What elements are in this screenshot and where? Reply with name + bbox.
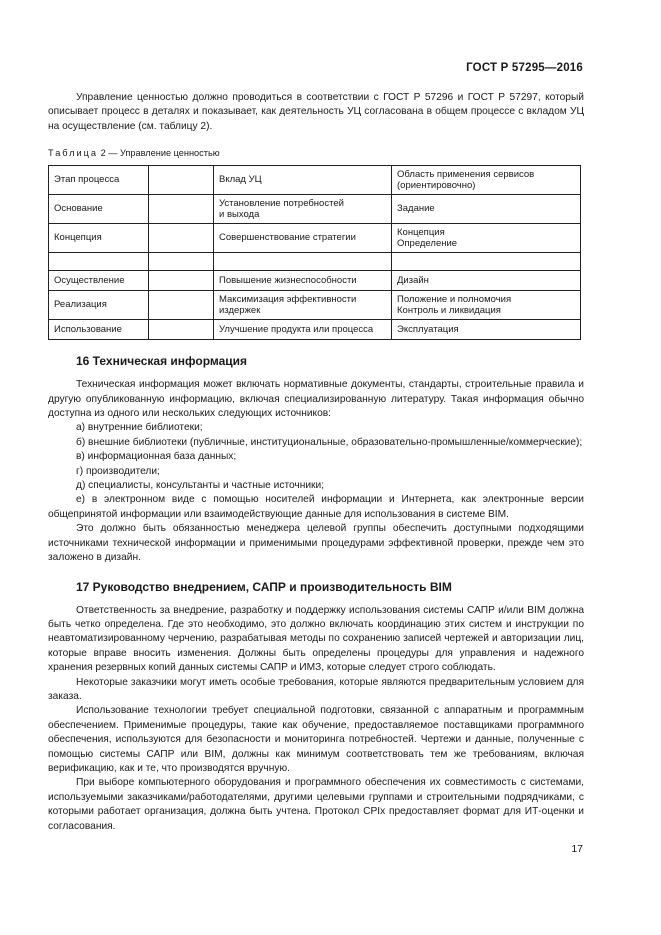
table-cell: Повышение жизнеспособности xyxy=(214,271,392,291)
table-cell: Вклад УЦ xyxy=(214,166,392,195)
table-cell: Осуществление xyxy=(49,271,149,291)
body-paragraph: При выборе компьютерного оборудования и программного обеспечения их совместимость с системами, используемыми заказчиками/работодателями, другими целевыми группами и строительными подрядчиками, с которыми работает организация, должна быть учтена. Протокол CPIx предоставляет формат для ИТ-оценки и согласования. xyxy=(48,777,584,832)
table-cell: Улучшение продукта или процесса xyxy=(214,320,392,340)
body-paragraph: б) внешние библиотеки (публичные, институциональные, образовательно-промышленные/коммерческие); xyxy=(76,436,583,448)
table-cell xyxy=(214,253,392,271)
table-cell: Положение и полномочия Контроль и ликвидация xyxy=(392,291,581,320)
table-row xyxy=(49,271,581,291)
body-paragraph: Использование технологии требует специальной подготовки, связанной с аппаратным и программным обеспечением. Применимые процедуры, такие как обучение, предоставляемое поставщиками программного обеспечения, используются для безопасности и мониторинга потребностей. Чертежи и данные, полученные с помощью системы САПР или BIM, должны как минимум соответствовать тем же требованиям, включая верификацию, как и те, что производятся вручную. xyxy=(48,705,584,774)
section-16-title: 16 Техническая информация xyxy=(76,354,248,369)
table-cell xyxy=(149,224,214,253)
page-content xyxy=(48,91,584,834)
table-cell: Основание xyxy=(49,195,149,224)
table-cell xyxy=(49,253,149,271)
table-cell xyxy=(149,291,214,320)
section-17-title: 17 Руководство внедрением, САПР и производительность BIM xyxy=(76,579,452,594)
table-caption-title: 2 — Управление ценностью xyxy=(98,148,220,159)
table-cell xyxy=(149,166,214,195)
table-row xyxy=(49,166,581,195)
table-row xyxy=(49,253,581,271)
table-cell: Задание xyxy=(392,195,581,224)
table-cell xyxy=(149,271,214,291)
body-paragraph: Некоторые заказчики могут иметь особые требования, которые являются предварительным условием для заказа. xyxy=(48,676,584,702)
body-paragraph: а) внутренние библиотеки; xyxy=(76,422,203,434)
value-management-table xyxy=(48,165,581,340)
table-cell: Использование xyxy=(49,320,149,340)
standard-header: ГОСТ Р 57295—2016 xyxy=(466,62,583,74)
table-cell xyxy=(149,253,214,271)
table-cell: Концепция xyxy=(49,224,149,253)
table-cell: Эксплуатация xyxy=(392,320,581,340)
table-cell: Совершенствование стратегии xyxy=(214,224,392,253)
body-paragraph: е) в электронном виде с помощью носителей информации и Интернета, как электронные версии общепринятой информации или взаимодействующие данные для использования в системе BIM. xyxy=(48,494,584,520)
page-number: 17 xyxy=(571,843,583,855)
table-row xyxy=(49,291,581,320)
body-paragraph: в) информационная база данных; xyxy=(76,451,237,463)
body-paragraph: Ответственность за внедрение, разработку и поддержку использования системы САПР и/или BIM должна быть четко определена. Где это необходимо, это должно включать координацию этих систем и инструкции по неавтоматизированному черчению, разрабатывая методы по сохранению записей чертежей и авторизации лиц, которые вправе вносить изменения. Должны быть определены процедуры для управления и надежного хранения резервных копий данных системы САПР и ИМЗ, которые следует строго соблюдать. xyxy=(48,604,584,674)
table-row xyxy=(49,195,581,224)
section-16-body xyxy=(48,378,584,565)
table-cell xyxy=(392,253,581,271)
body-paragraph: Техническая информация может включать нормативные документы, стандарты, строительные правила и другую опубликованную информацию, включая специализированную литературу. Такая информация обычно доступна из одного или нескольких следующих источников: xyxy=(48,379,584,420)
table-row xyxy=(49,224,581,253)
table-cell: Этап процесса xyxy=(49,166,149,195)
table-caption-label: Таблица xyxy=(48,148,99,159)
table-cell: Реализация xyxy=(49,291,149,320)
table-cell: Область применения сервисов (ориентировочно) xyxy=(392,166,581,195)
body-paragraph: д) специалисты, консультанты и частные источники; xyxy=(76,480,325,492)
table-cell: Максимизация эффективности издержек xyxy=(214,291,392,320)
table-cell xyxy=(149,320,214,340)
body-paragraph: г) производители; xyxy=(76,465,160,477)
table-cell: Концепция Определение xyxy=(392,224,581,253)
intro-paragraph: Управление ценностью должно проводиться в соответствии с ГОСТ Р 57296 и ГОСТ Р 57297, который описывает процесс в деталях и показывает, как деятельность УЦ согласована в общем процессе с вкладом УЦ на осуществление (см. таблицу 2). xyxy=(48,92,584,132)
table-cell: Дизайн xyxy=(392,271,581,291)
table-row xyxy=(49,320,581,340)
table-caption xyxy=(48,148,584,158)
section-17-body xyxy=(48,604,584,835)
body-paragraph: Это должно быть обязанностью менеджера целевой группы обеспечить доступными подходящими источниками технической информации и применимыми процедурами эффективной проверки, прежде чем это заложено в дизайн. xyxy=(48,523,584,564)
table-cell: Установление потребностей и выхода xyxy=(214,195,392,224)
table-cell xyxy=(149,195,214,224)
